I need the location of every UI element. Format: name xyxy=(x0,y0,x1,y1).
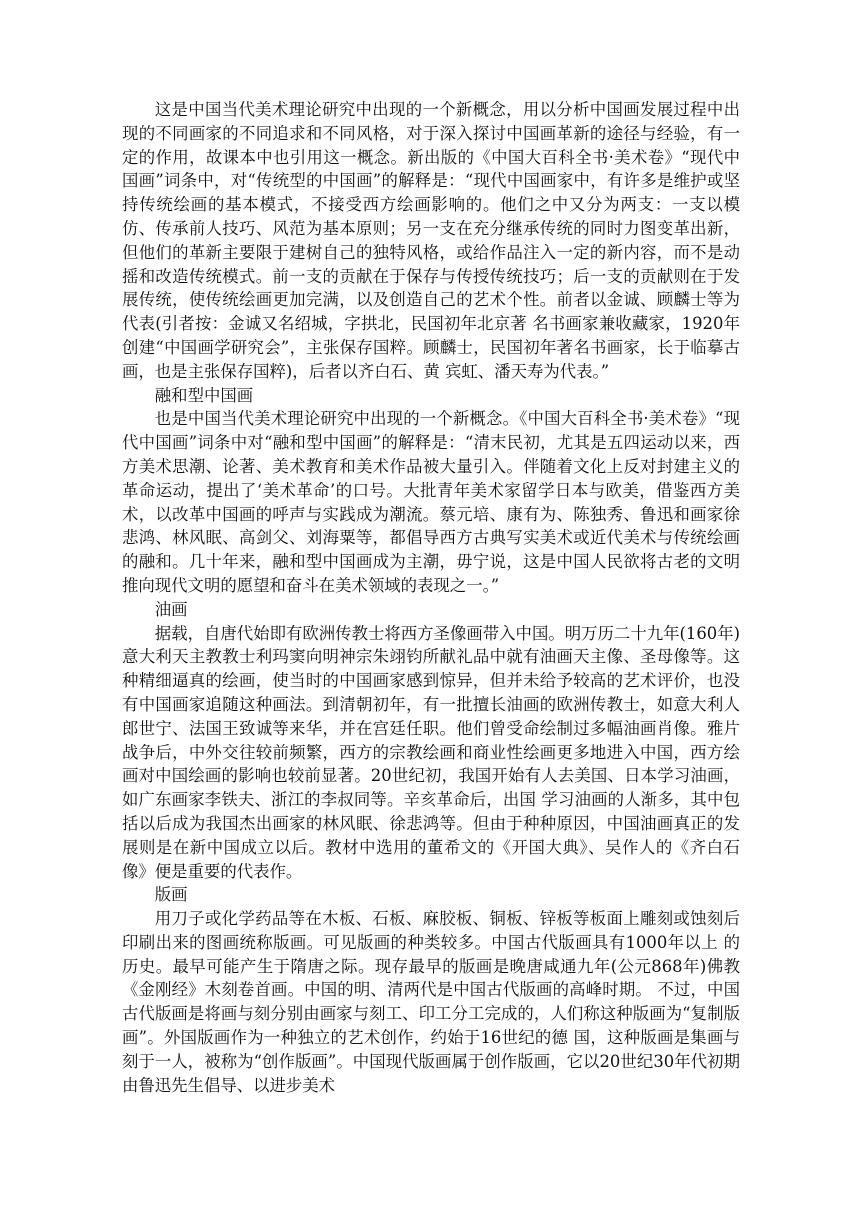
paragraph-traditional-chinese-painting: 这是中国当代美术理论研究中出现的一个新概念，用以分析中国画发展过程中出现的不同画家的不同追求和不同风格，对于深入探讨中国画革新的途径与经验，有一定的作用，故课本中也引用这一概念。新出版的《中国大百科全书·美术卷》“现代中国画”词条中，对“传统型的中国画”的解释是：“现代中国画家中，有许多是维护或坚持传统绘画的基本模式，不接受西方绘画影响的。他们之中又分为两支：一支以模仿、传承前人技巧、风范为基本原则；另一支在充分继承传统的同时力图变革出新，但他们的革新主要限于建树自己的独特风格，或给作品注入一定的新内容，而不是动摇和改造传统模式。前一支的贡献在于保存与传授传统技巧；后一支的贡献则在于发展传统，使传统绘画更加完满，以及创造自己的艺术个性。前者以金诚、顾麟士等为代表(引者按：金诚又名绍城，字拱北，民国初年北京著 名书画家兼收藏家，1920年创建“中国画学研究会”，主张保存国粹。顾麟士，民国初年著名书画家，长于临摹古画，也是主张保存国粹)，后者以齐白石、黄 宾虹、潘天寿为代表。” xyxy=(122,100,740,381)
section-heading-fusion-painting: 融和型中国画 xyxy=(154,385,254,405)
document-body xyxy=(122,98,740,1097)
section-heading-oil-painting: 油画 xyxy=(154,599,188,619)
paragraph-oil-painting: 据载，自唐代始即有欧洲传教士将西方圣像画带入中国。明万历二十九年(160年)意大利天主教教士利玛窦向明神宗朱翊钧所献礼品中就有油画天主像、圣母像等。这种精细逼真的绘画，使当时的中国画家感到惊异，但并未给予较高的艺术评价，也没有中国画家追随这种画法。到清朝初年，有一批擅长油画的欧洲传教士，如意大利人郎世宁、法国王致诚等来华，并在宫廷任职。他们曾受命绘制过多幅油画肖像。雅片战争后，中外交往较前频繁，西方的宗教绘画和商业性绘画更多地进入中国，西方绘画对中国绘画的影响也较前显著。20世纪初，我国开始有人去美国、日本学习油画，如广东画家李铁夫、浙江的李叔同等。辛亥革命后，出国 学习油画的人渐多，其中包括以后成为我国杰出画家的林风眠、徐悲鸿等。但由于种种原因，中国油画真正的发展则是在新中国成立以后。教材中选用的董希文的《开国大典》、吴作人的《齐白石像》便是重要的代表作。 xyxy=(122,623,740,881)
paragraph-printmaking: 用刀子或化学药品等在木板、石板、麻胶板、铜板、锌板等板面上雕刻或蚀刻后印刷出来的图画统称版画。可见版画的种类较多。中国古代版画具有1000年以上 的历史。最早可能产生于隋唐之际。现存最早的版画是晚唐咸通九年(公元868年)佛教《金刚经》木刻卷首画。中国的明、清两代是中国古代版画的高峰时期。 不过，中国古代版画是将画与刻分别由画家与刻工、印工分工完成的，人们称这种版画为“复制版画”。外国版画作为一种独立的艺术创作，约始于16世纪的德 国，这种版画是集画与刻于一人，被称为“创作版画”。中国现代版画属于创作版画，它以20世纪30年代初期由鲁迅先生倡导、以进步美术 xyxy=(122,909,740,1095)
section-heading-printmaking: 版画 xyxy=(154,885,188,905)
paragraph-fusion-painting: 也是中国当代美术理论研究中出现的一个新概念。《中国大百科全书·美术卷》“现代中国画”词条中对“融和型中国画”的解释是：“清末民初，尤其是五四运动以来，西方美术思潮、论著、美术教育和美术作品被大量引入。伴随着文化上反对封建主义的革命运动，提出了‘美术革命’的口号。大批青年美术家留学日本与欧美，借鉴西方美术，以改革中国画的呼声与实践成为潮流。蔡元培、康有为、陈独秀、鲁迅和画家徐悲鸿、林风眠、高剑父、刘海粟等，都倡导西方古典写实美术或近代美术与传统绘画的融和。几十年来，融和型中国画成为主潮，毋宁说，这是中国人民欲将古老的文明推向现代文明的愿望和奋斗在美术领域的表现之一。” xyxy=(122,409,740,595)
